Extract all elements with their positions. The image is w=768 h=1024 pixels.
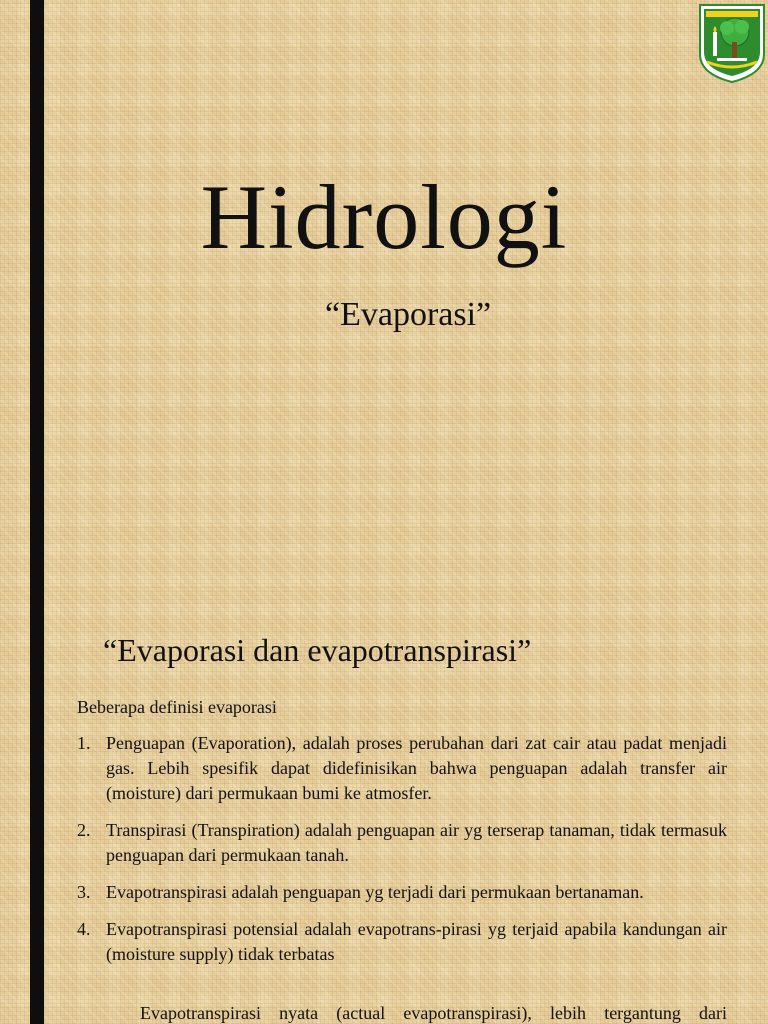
list-text: Transpirasi (Transpiration) adalah penguapan air yg terserap tanaman, tidak termasuk penguapan dari permukaan tanah. (106, 820, 727, 865)
intro-text: Beberapa definisi evaporasi (77, 697, 277, 717)
list-text: Evapotranspirasi potensial adalah evapotrans-pirasi yg terjaid apabila kandungan air (moisture supply) tidak terbatas (106, 919, 727, 964)
trailing-paragraph: Evapotranspirasi nyata (actual evapotranspirasi), lebih tergantung dari (140, 1003, 727, 1023)
slide-title-text: Hidrologi (200, 166, 568, 268)
slide-subtitle: “Evaporasi” (325, 296, 492, 333)
list-item (77, 880, 727, 905)
definition-list (77, 731, 727, 979)
list-item (77, 818, 727, 868)
slide-title (0, 165, 768, 269)
left-accent-bar (30, 0, 44, 1024)
list-item (77, 731, 727, 806)
section-heading: “Evaporasi dan evapotranspirasi” (103, 632, 532, 668)
list-text: Penguapan (Evaporation), adalah proses perubahan dari zat cair atau padat menjadi gas. Lebih spesifik dapat didefinisikan bahwa penguapan adalah transfer air (moisture) dari permukaan bumi ke atmosfer. (106, 733, 727, 803)
list-number: 3. (77, 882, 91, 902)
list-number: 1. (77, 733, 91, 753)
university-seal-icon (697, 2, 767, 84)
list-item (77, 917, 727, 967)
list-number: 2. (77, 820, 91, 840)
list-number: 4. (77, 919, 91, 939)
list-text: Evapotranspirasi adalah penguapan yg terjadi dari permukaan bertanaman. (106, 882, 644, 902)
